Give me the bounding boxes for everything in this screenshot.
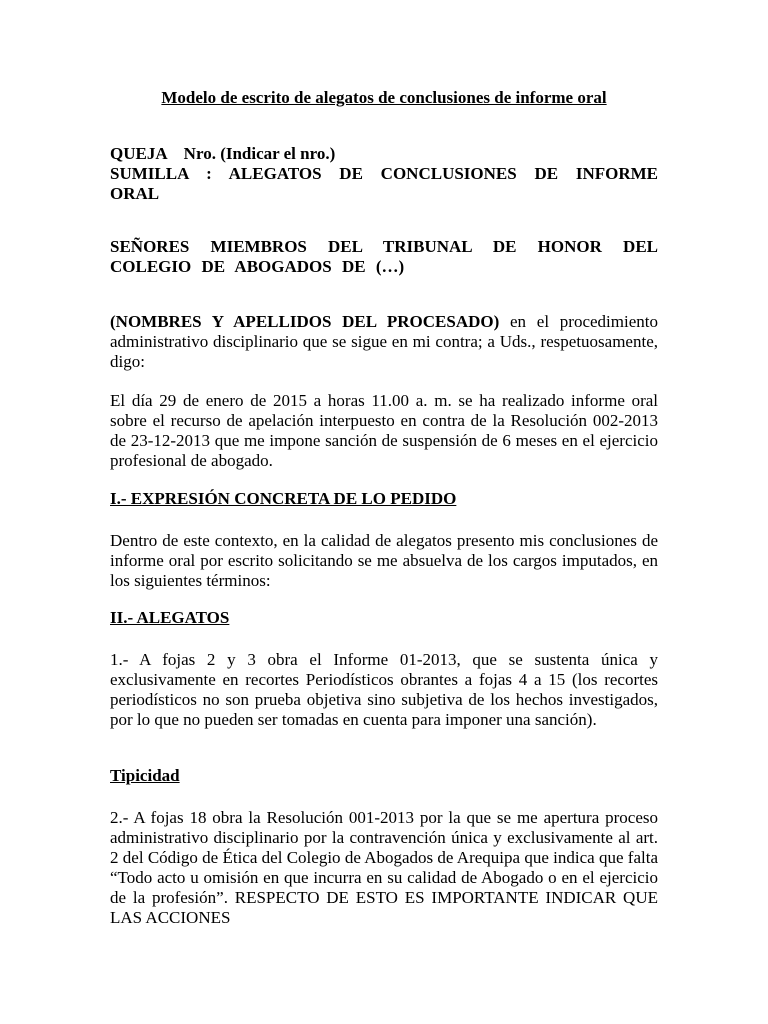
section-heading-2: II.- ALEGATOS — [110, 608, 230, 627]
paragraph-1: El día 29 de enero de 2015 a horas 11.00 a. m. se ha realizado informe oral sobre el recurso de apelación interpuesto en contra de la Resolución 002-2013 de 23-12-2013 que me impone sanción de suspensión de 6 meses en el ejercicio profesional de abogado. — [110, 391, 658, 470]
intro-paragraph — [110, 312, 658, 372]
sumilla-line: SUMILLA : ALEGATOS DE CONCLUSIONES DE INFORME ORAL — [110, 164, 658, 203]
paragraph-3: 1.- A fojas 2 y 3 obra el Informe 01-2013, que se sustenta única y exclusivamente en recortes Periodísticos obrantes a fojas 4 a 15 (los recortes periodísticos no son prueba objetiva sino subjetiva de los hechos investigados, por lo que no pueden ser tomadas en cuenta para imponer una sanción). — [110, 650, 658, 729]
intro-name-placeholder: (NOMBRES Y APELLIDOS DEL PROCESADO) — [110, 312, 500, 331]
addressee: SEÑORES MIEMBROS DEL TRIBUNAL DE HONOR DEL COLEGIO DE ABOGADOS DE (…) — [110, 237, 658, 276]
document-title: Modelo de escrito de alegatos de conclusiones de informe oral — [161, 88, 607, 107]
subheading-tipicidad: Tipicidad — [110, 766, 180, 785]
intro-text: en el procedimiento administrativo disciplinario que se sigue en mi contra; a Uds., respetuosamente, digo: — [110, 312, 658, 371]
paragraph-4: 2.- A fojas 18 obra la Resolución 001-2013 por la que se me apertura proceso administrativo disciplinario por la contravención única y exclusivamente al art. 2 del Código de Ética del Colegio de Abogados de Arequipa que indica que falta “Todo acto u omisión en que incurra en su calidad de Abogado o en el ejercicio de la profesión”. RESPECTO DE ESTO ES IMPORTANTE INDICAR QUE LAS ACCIONES — [110, 808, 658, 927]
paragraph-2: Dentro de este contexto, en la calidad de alegatos presento mis conclusiones de informe oral por escrito solicitando se me absuelva de los cargos imputados, en los siguientes términos: — [110, 531, 658, 590]
section-heading-1: I.- EXPRESIÓN CONCRETA DE LO PEDIDO — [110, 489, 457, 508]
queja-line: QUEJA Nro. (Indicar el nro.) — [110, 144, 336, 163]
